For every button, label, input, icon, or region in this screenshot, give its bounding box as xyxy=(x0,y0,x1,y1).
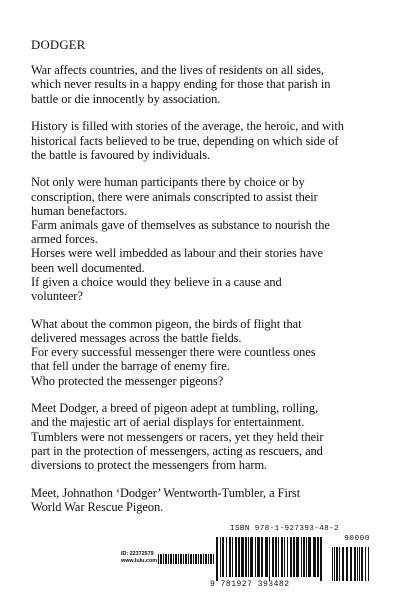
blurb-line: historical facts believed to be true, depending on which side of xyxy=(31,133,339,148)
barcode-bar xyxy=(303,537,305,577)
blurb-line: Farm animals gave of themselves as substance to nourish the xyxy=(31,218,330,233)
blurb-line: been well documented. xyxy=(31,260,145,275)
barcode-bar xyxy=(235,537,237,577)
barcode-bar xyxy=(281,537,283,577)
barcode-bar xyxy=(296,537,299,577)
book-title: DODGER xyxy=(31,38,86,52)
barcode-bar xyxy=(293,537,295,577)
barcode-bar xyxy=(278,537,279,577)
barcode-bar xyxy=(308,537,311,577)
barcode-bar xyxy=(301,537,302,577)
barcode-bar xyxy=(241,537,244,577)
barcode-bar xyxy=(313,537,316,577)
barcode-digits: 9 781927 393482 xyxy=(210,580,290,589)
blurb-line: diversions to protect the messengers from harm. xyxy=(31,458,268,473)
blurb-line: that fell under the barrage of enemy fire. xyxy=(31,359,230,374)
blurb-line: armed forces. xyxy=(31,232,98,247)
barcode-addon-bar xyxy=(359,547,360,581)
barcode-addon-bar xyxy=(342,547,344,581)
barcode-bar xyxy=(220,537,221,577)
isbn-barcode-block xyxy=(206,525,374,591)
blurb-line: the battle is favoured by individuals. xyxy=(31,147,211,162)
barcode-bar xyxy=(261,537,263,577)
barcode-bar xyxy=(238,537,240,577)
blurb-paragraph xyxy=(31,119,381,162)
blurb-content xyxy=(31,38,381,528)
lulu-url: www.lulu.com xyxy=(121,557,158,564)
barcode-bar xyxy=(306,537,307,577)
barcode-bar xyxy=(257,537,260,577)
barcode-bar xyxy=(226,537,227,577)
blurb-paragraph xyxy=(31,63,381,106)
blurb-paragraphs xyxy=(31,63,381,514)
barcode-bar xyxy=(245,537,247,577)
barcode-bar xyxy=(265,537,268,577)
barcode-bar xyxy=(255,537,256,577)
barcode-addon-bar xyxy=(332,547,333,581)
barcode-bar xyxy=(275,537,277,577)
blurb-line: and the majestic art of aerial displays for entertainment. xyxy=(31,415,305,430)
blurb-line: volunteer? xyxy=(31,289,83,304)
barcode-addon-bar xyxy=(365,547,366,581)
barcode-addon-bar xyxy=(346,547,348,581)
blurb-line: conscription, there were animals conscripted to assist their xyxy=(31,189,318,204)
blurb-line: Who protected the messenger pigeons? xyxy=(31,373,224,388)
blurb-paragraph xyxy=(31,317,381,388)
blurb-line: What about the common pigeon, the birds of flight that xyxy=(31,316,302,331)
barcode-bar xyxy=(250,537,253,577)
blurb-line: human benefactors. xyxy=(31,203,128,218)
barcode-bar xyxy=(229,537,231,577)
blurb-line: Not only were human participants there by choice or by xyxy=(31,175,305,190)
barcode-bar xyxy=(269,537,270,581)
blurb-line: World War Rescue Pigeon. xyxy=(31,499,164,514)
blurb-line: which never results in a happy ending for those that parish in xyxy=(31,77,331,92)
barcode-addon-number: 90000 xyxy=(344,535,370,543)
barcode-bar xyxy=(284,537,285,577)
barcode-bar xyxy=(317,537,319,577)
blurb-paragraph xyxy=(31,486,381,514)
barcode-addon-bar xyxy=(357,547,358,581)
blurb-line: battle or die innocently by association. xyxy=(31,91,221,106)
barcode-addon-bar xyxy=(361,547,363,581)
blurb-line: If given a choice would they believe in a cause and xyxy=(31,274,282,289)
barcode-bar xyxy=(232,537,233,577)
barcode-addon-bar xyxy=(339,547,340,581)
barcode-addon-bar xyxy=(350,547,352,581)
blurb-paragraph xyxy=(31,401,381,472)
blurb-line: War affects countries, and the lives of residents on all sides, xyxy=(31,63,324,78)
lulu-id-label xyxy=(121,551,157,564)
barcode-bar xyxy=(287,537,288,577)
blurb-line: Meet, Johnathon ‘Dodger’ Wentworth-Tumbler, a First xyxy=(31,485,301,500)
blurb-line: part in the protection of messengers, acting as rescuers, and xyxy=(31,443,323,458)
barcode-bar xyxy=(272,537,274,577)
barcode-bar xyxy=(222,537,224,577)
barcode-bar xyxy=(216,537,218,581)
barcode-bar xyxy=(290,537,292,577)
lulu-id: ID: 22372579 xyxy=(121,551,154,557)
barcode-bar xyxy=(248,537,249,577)
blurb-paragraph xyxy=(31,175,381,303)
barcode-addon-bar xyxy=(334,547,335,581)
isbn-text: ISBN 978-1-927393-48-2 xyxy=(230,525,340,533)
blurb-line: History is filled with stories of the average, the heroic, and with xyxy=(31,119,344,134)
barcode-addon-bar xyxy=(354,547,356,581)
blurb-line: delivered messages across the battle fields. xyxy=(31,330,242,345)
barcode-bar xyxy=(320,537,322,581)
barcode-addon-bar xyxy=(336,547,338,581)
blurb-line: Meet Dodger, a breed of pigeon adept at tumbling, rolling, xyxy=(31,401,319,416)
blurb-line: Horses were well imbedded as labour and their stories have xyxy=(31,246,323,261)
blurb-line: For every successful messenger there were countless ones xyxy=(31,345,316,360)
barcode-addon-bar xyxy=(368,547,369,581)
blurb-line: Tumblers were not messengers or racers, yet they held their xyxy=(31,429,324,444)
